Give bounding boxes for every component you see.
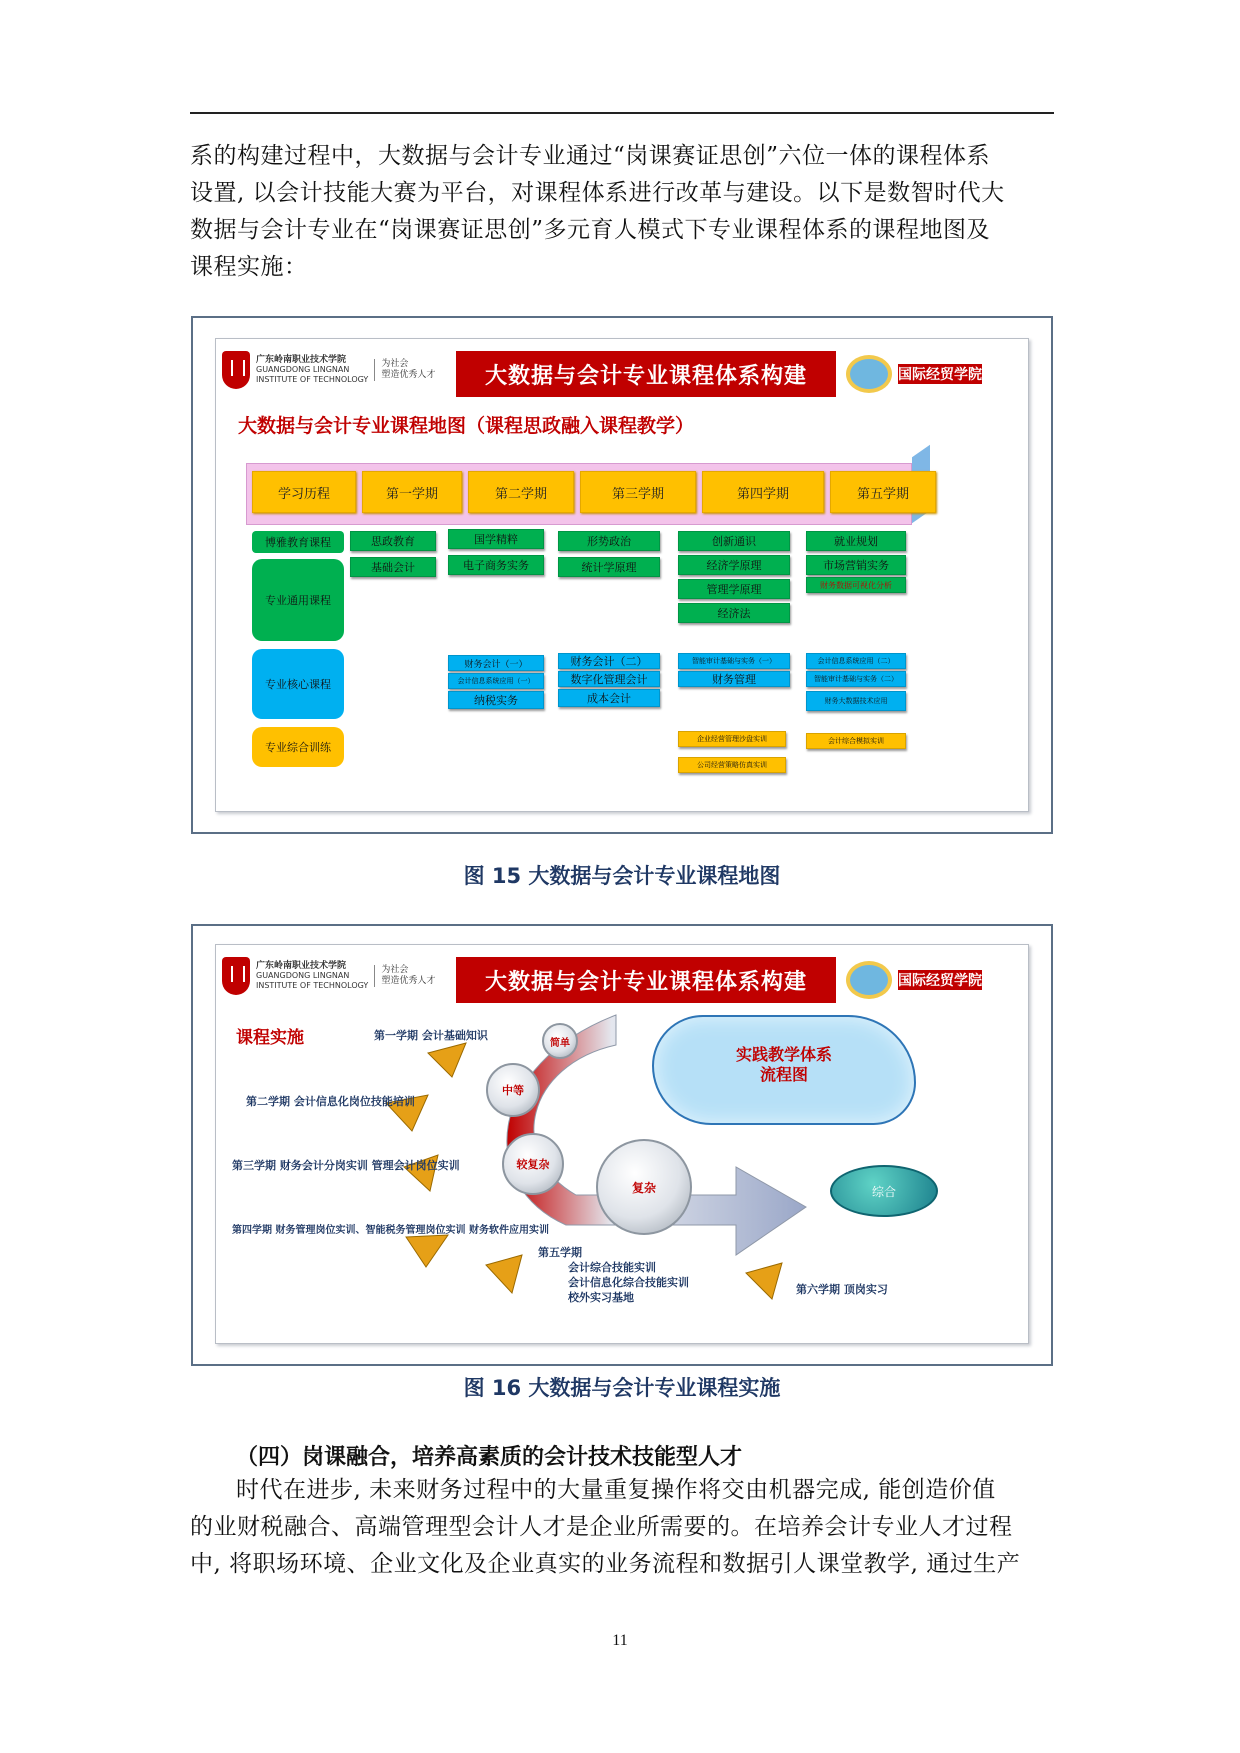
school-crest-icon	[222, 351, 250, 389]
level-comprehensive: 综合	[830, 1165, 938, 1217]
course-item: 会计信息系统应用（一）	[448, 673, 544, 689]
semester-header: 学习历程	[252, 471, 356, 513]
semester-step: 第四学期 财务管理岗位实训、智能税务管理岗位实训 财务软件应用实训	[232, 1225, 549, 1236]
step-arrow-icon	[746, 1263, 782, 1299]
semester-header: 第二学期	[468, 471, 574, 513]
figure-15-caption: 图 15 大数据与会计专业课程地图	[463, 864, 781, 888]
level-simple: 简单	[542, 1023, 578, 1059]
course-item: 基础会计	[350, 557, 436, 577]
figure-16-caption: 图 16 大数据与会计专业课程实施	[463, 1376, 781, 1400]
course-item: 智能审计基础与实务（一）	[678, 653, 790, 669]
course-map-title: 大数据与会计专业课程地图（课程思政融入课程教学）	[238, 415, 695, 437]
closing-line: 时代在进步, 未来财务过程中的大量重复操作将交由机器完成, 能创造价值	[236, 1477, 996, 1503]
course-item: 会计信息系统应用（二）	[806, 653, 906, 669]
category-general: 博雅教育课程	[252, 531, 344, 553]
page-number: 11	[612, 1632, 628, 1649]
category-core: 专业核心课程	[252, 649, 344, 719]
course-item: 财务会计（一）	[448, 655, 544, 671]
step-arrow-icon	[486, 1255, 522, 1293]
semester-step: 第一学期 会计基础知识	[374, 1029, 488, 1042]
course-item: 企业经营管理沙盘实训	[678, 731, 786, 747]
course-item: 成本会计	[558, 689, 660, 707]
course-item: 数字化管理会计	[558, 671, 660, 687]
course-item: 经济法	[678, 603, 790, 623]
level-complex: 较复杂	[502, 1133, 564, 1195]
practice-system-cloud	[652, 1015, 916, 1125]
section-heading: （四）岗课融合，培养高素质的会计技术技能型人才	[236, 1445, 743, 1470]
semester-step-5: 第五学期 会计综合技能实训 会计信息化综合技能实训 校外实习基地	[538, 1246, 689, 1304]
course-item: 市场营销实务	[806, 555, 906, 575]
course-item: 就业规划	[806, 531, 906, 551]
course-item: 财务大数据技术应用	[806, 691, 906, 711]
school-motto: 为社会 塑造优秀人才	[374, 965, 435, 987]
closing-paragraph	[190, 1472, 1054, 1583]
figure-16	[191, 924, 1053, 1366]
semester-header: 第一学期	[362, 471, 462, 513]
intro-line: 设置, 以会计技能大赛为平台，对课程体系进行改革与建设。以下是数智时代大	[190, 180, 1005, 206]
intro-line: 系的构建过程中，大数据与会计专业通过“岗课赛证思创”六位一体的课程体系	[190, 143, 991, 169]
partner-school-logo	[836, 349, 1026, 399]
intro-paragraph	[190, 138, 1054, 286]
course-item: 思政教育	[350, 531, 436, 551]
level-most-complex: 复杂	[596, 1139, 692, 1235]
course-item: 财务会计（二）	[558, 653, 660, 669]
figure-15	[191, 316, 1053, 834]
slide-banner-title: 大数据与会计专业课程体系构建	[456, 351, 836, 397]
category-common: 专业通用课程	[252, 559, 344, 641]
semester-step: 第六学期 顶岗实习	[796, 1283, 888, 1296]
course-item: 会计综合模拟实训	[806, 733, 906, 749]
step-arrow-icon	[428, 1043, 466, 1077]
closing-line: 中, 将职场环境、企业文化及企业真实的业务流程和数据引人课堂教学, 通过生产	[190, 1551, 1021, 1577]
globe-icon	[846, 355, 892, 393]
slide-course-map	[215, 338, 1029, 812]
school-logo	[222, 347, 452, 393]
course-item: 创新通识	[678, 531, 790, 551]
course-item: 国学精粹	[448, 529, 544, 549]
course-item: 电子商务实务	[448, 555, 544, 575]
semester-header: 第三学期	[580, 471, 696, 513]
semester-step: 第二学期 会计信息化岗位技能培训	[246, 1095, 415, 1108]
cloud-label: 实践教学体系 流程图	[735, 1045, 832, 1084]
course-item: 公司经营策略仿真实训	[678, 757, 786, 773]
closing-line: 的业财税融合、高端管理型会计人才是企业所需要的。在培养会计专业人才过程	[190, 1514, 1013, 1540]
intro-line: 数据与会计专业在“岗课赛证思创”多元育人模式下专业课程体系的课程地图及	[190, 217, 991, 243]
semester-step: 第三学期 财务会计分岗实训 管理会计岗位实训	[232, 1159, 460, 1172]
course-item: 经济学原理	[678, 555, 790, 575]
course-item: 财务数据可视化分析	[806, 577, 906, 593]
partner-school-name: 国际经贸学院	[898, 364, 982, 384]
course-item: 形势政治	[558, 531, 660, 551]
course-item: 智能审计基础与实务（二）	[806, 671, 906, 687]
slide-banner-title: 大数据与会计专业课程体系构建	[456, 957, 836, 1003]
category-training: 专业综合训练	[252, 727, 344, 767]
slide-course-implementation	[215, 944, 1029, 1344]
course-item: 财务管理	[678, 671, 790, 687]
school-name: 广东岭南职业技术学院 GUANGDONG LINGNAN INSTITUTE OF TECHNOLOGY	[256, 961, 369, 990]
semester-header: 第四学期	[702, 471, 824, 513]
step-arrow-icon	[406, 1235, 448, 1267]
course-item: 统计学原理	[558, 557, 660, 577]
slide-header	[216, 339, 1028, 395]
implementation-title: 课程实施	[236, 1028, 304, 1048]
course-item: 纳税实务	[448, 691, 544, 709]
partner-school-name: 国际经贸学院	[898, 970, 982, 990]
header-rule	[190, 112, 1054, 114]
school-name: 广东岭南职业技术学院 GUANGDONG LINGNAN INSTITUTE OF TECHNOLOGY	[256, 355, 369, 384]
semester-header: 第五学期	[830, 471, 936, 513]
level-medium: 中等	[486, 1063, 540, 1117]
intro-line: 课程实施：	[190, 254, 308, 280]
school-motto: 为社会 塑造优秀人才	[374, 359, 435, 381]
course-item: 管理学原理	[678, 579, 790, 599]
